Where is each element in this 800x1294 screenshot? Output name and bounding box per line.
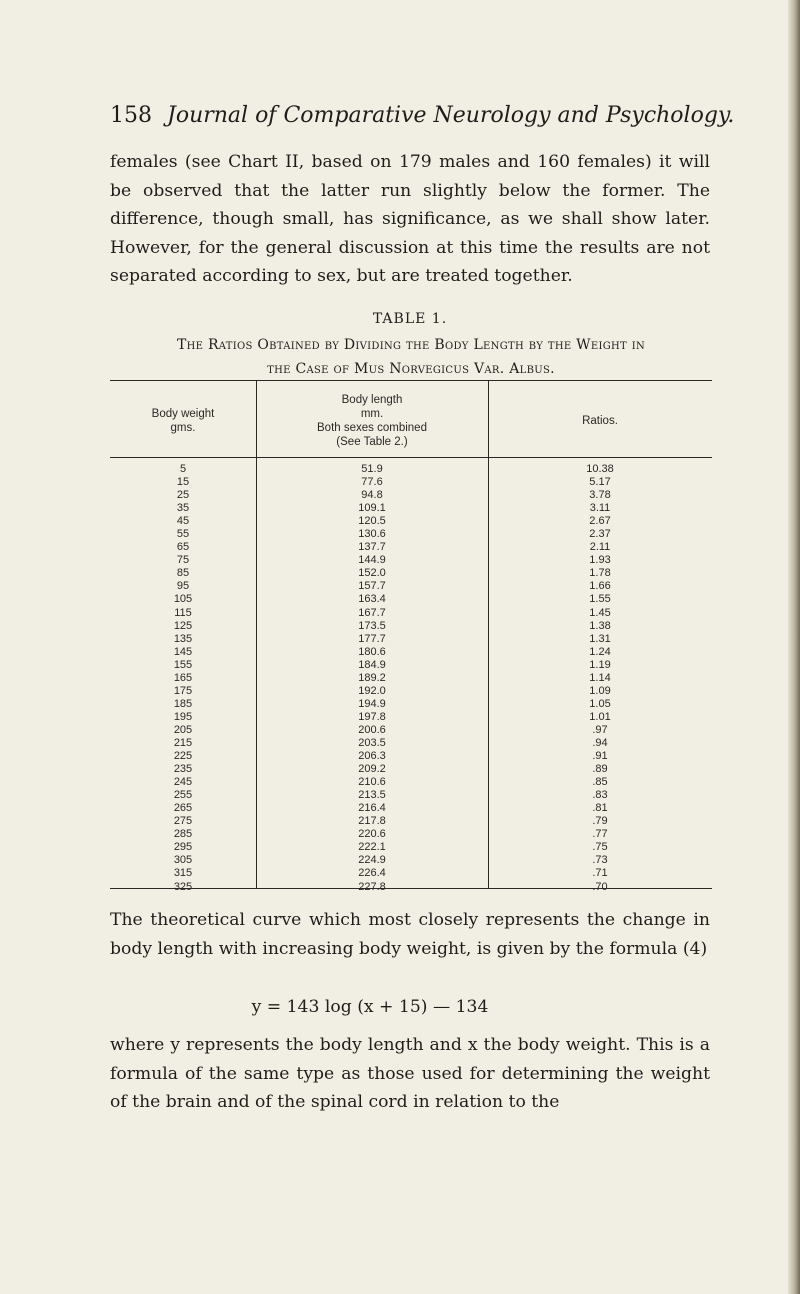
table-row xyxy=(110,489,712,502)
cell-ratio: .85 xyxy=(592,776,608,789)
table-row xyxy=(110,711,712,724)
table-row xyxy=(110,763,712,776)
cell-body-length: 152.0 xyxy=(358,567,386,580)
cell-body-length: 192.0 xyxy=(358,684,386,697)
cell-body-weight: 155 xyxy=(173,658,193,671)
cell-body-weight: 55 xyxy=(176,528,190,541)
cell-body-weight: 115 xyxy=(174,606,192,619)
table-row xyxy=(110,815,712,828)
cell-ratio: 1.31 xyxy=(589,632,611,645)
table-row xyxy=(110,554,712,567)
table-row xyxy=(110,724,712,737)
cell-ratio: 1.66 xyxy=(589,580,611,593)
table-row xyxy=(110,737,712,750)
table-row xyxy=(110,476,712,489)
table-row xyxy=(110,672,712,685)
page-edge-shadow xyxy=(788,0,800,1294)
cell-body-length: 130.6 xyxy=(358,528,386,541)
table-caption-line-2: the Case of Mus Norvegicus Var. Albus. xyxy=(267,361,555,377)
cell-body-weight: 165 xyxy=(173,671,193,684)
cell-body-weight: 175 xyxy=(173,684,193,697)
cell-body-weight: 245 xyxy=(173,776,193,789)
header-rule xyxy=(110,457,712,458)
cell-ratio: .79 xyxy=(592,815,608,828)
cell-body-weight: 205 xyxy=(173,723,193,736)
cell-body-weight: 75 xyxy=(176,554,190,567)
cell-body-length: 213.5 xyxy=(358,789,386,802)
cell-ratio: .94 xyxy=(592,736,608,749)
cell-ratio: 1.24 xyxy=(589,645,611,658)
cell-body-weight: 195 xyxy=(173,710,193,723)
closing-paragraph: where y represents the body length and x the body weight. This is a formula of the same type as those used for determining the weight of the brain and of the spinal cord in relation to the xyxy=(110,1035,710,1112)
cell-ratio: .83 xyxy=(592,789,608,802)
cell-body-weight: 255 xyxy=(173,789,193,802)
cell-body-weight: 185 xyxy=(173,697,193,710)
ratios-table xyxy=(110,380,712,893)
cell-ratio: .91 xyxy=(592,750,608,763)
cell-body-weight: 325 xyxy=(173,880,193,893)
cell-body-weight: 25 xyxy=(176,489,190,502)
cell-body-weight: 15 xyxy=(176,476,190,489)
cell-body-length: 197.8 xyxy=(358,710,386,723)
table-row xyxy=(110,633,712,646)
cell-body-length: 209.2 xyxy=(358,763,386,776)
cell-body-weight: 85 xyxy=(176,567,190,580)
cell-body-length: 180.6 xyxy=(358,645,386,658)
cell-body-length: 184.9 xyxy=(358,658,386,671)
cell-body-length: 226.4 xyxy=(358,867,386,880)
cell-ratio: 5.17 xyxy=(589,476,611,489)
formula-intro-paragraph: The theoretical curve which most closely represents the change in body length with increasing body weight, is given by the formula (4) xyxy=(110,910,710,959)
page-number: 158 xyxy=(110,103,152,128)
cell-ratio: 1.93 xyxy=(589,554,611,567)
journal-title: Journal of Comparative Neurology and Psychology. xyxy=(167,103,735,128)
table-row xyxy=(110,607,712,620)
cell-ratio: 2.11 xyxy=(589,541,611,554)
cell-body-length: 210.6 xyxy=(358,776,386,789)
cell-body-length: 109.1 xyxy=(358,502,386,515)
table-row xyxy=(110,463,712,476)
cell-ratio: .81 xyxy=(592,802,608,815)
table-row xyxy=(110,828,712,841)
cell-ratio: 2.37 xyxy=(589,528,611,541)
cell-body-length: 222.1 xyxy=(358,841,386,854)
cell-body-length: 120.5 xyxy=(358,515,386,528)
cell-ratio: .73 xyxy=(592,854,608,867)
cell-body-weight: 305 xyxy=(173,854,193,867)
table-caption-line-1: The Ratios Obtained by Dividing the Body Length by the Weight in xyxy=(176,337,646,353)
cell-body-length: 77.6 xyxy=(361,476,383,489)
cell-body-length: 189.2 xyxy=(358,671,386,684)
table-row xyxy=(110,515,712,528)
table-row xyxy=(110,698,712,711)
cell-ratio: 1.05 xyxy=(589,697,611,710)
cell-body-weight: 235 xyxy=(173,763,193,776)
table-row xyxy=(110,867,712,880)
cell-body-length: 220.6 xyxy=(358,828,386,841)
cell-body-weight: 265 xyxy=(173,802,193,815)
formula: y = 143 log (x + 15) — 134 xyxy=(251,997,489,1017)
cell-body-length: 224.9 xyxy=(358,854,386,867)
intro-paragraph: females (see Chart II, based on 179 males and 160 females) it will be observed that the latter run slightly below the former. The difference, though small, has significance, as we shall show later. However, for the general discussion at this time the results are not separated according to sex, but are treated together. xyxy=(110,152,710,286)
cell-body-weight: 145 xyxy=(173,645,193,658)
table-row xyxy=(110,593,712,606)
cell-ratio: 1.01 xyxy=(589,710,611,723)
cell-body-length: 200.6 xyxy=(358,723,386,736)
cell-body-weight: 225 xyxy=(173,750,193,763)
column-header-body-weight: Body weight gms. xyxy=(151,408,215,434)
cell-ratio: .75 xyxy=(592,841,608,854)
table-body xyxy=(110,463,712,894)
cell-ratio: 3.78 xyxy=(589,489,611,502)
table-row xyxy=(110,802,712,815)
table-row xyxy=(110,750,712,763)
cell-body-weight: 35 xyxy=(176,502,190,515)
cell-body-length: 217.8 xyxy=(358,815,386,828)
cell-body-length: 94.8 xyxy=(361,489,383,502)
cell-body-length: 157.7 xyxy=(358,580,386,593)
cell-body-weight: 295 xyxy=(173,841,193,854)
cell-body-length: 173.5 xyxy=(358,619,386,632)
cell-body-length: 206.3 xyxy=(358,750,386,763)
cell-ratio: .97 xyxy=(592,723,608,736)
table-row xyxy=(110,881,712,894)
cell-body-weight: 105 xyxy=(173,593,193,606)
table-caption xyxy=(110,333,712,381)
cell-body-weight: 65 xyxy=(176,541,190,554)
cell-ratio: 2.67 xyxy=(589,515,611,528)
cell-ratio: 1.19 xyxy=(589,658,611,671)
table-row xyxy=(110,659,712,672)
cell-ratio: 1.55 xyxy=(589,593,611,606)
cell-ratio: .77 xyxy=(592,828,608,841)
table-row xyxy=(110,541,712,554)
cell-ratio: 1.14 xyxy=(589,671,611,684)
cell-ratio: 1.45 xyxy=(589,606,611,619)
table-row xyxy=(110,502,712,515)
cell-ratio: 1.38 xyxy=(589,619,611,632)
cell-body-length: 137.7 xyxy=(358,541,386,554)
cell-ratio: .70 xyxy=(592,880,608,893)
cell-body-weight: 45 xyxy=(176,515,190,528)
cell-ratio: 1.78 xyxy=(589,567,611,580)
table-row xyxy=(110,646,712,659)
cell-ratio: .89 xyxy=(592,763,608,776)
column-header-ratios: Ratios. xyxy=(582,415,618,427)
cell-body-weight: 95 xyxy=(176,580,190,593)
table-row xyxy=(110,620,712,633)
table-row xyxy=(110,841,712,854)
table-row xyxy=(110,776,712,789)
cell-body-length: 163.4 xyxy=(358,593,386,606)
cell-body-length: 194.9 xyxy=(358,697,386,710)
table-label: TABLE 1. xyxy=(372,311,448,327)
cell-body-length: 144.9 xyxy=(358,554,386,567)
cell-ratio: .71 xyxy=(592,867,608,880)
cell-body-weight: 125 xyxy=(173,619,193,632)
cell-body-length: 203.5 xyxy=(358,736,386,749)
table-row xyxy=(110,580,712,593)
table-row xyxy=(110,789,712,802)
cell-body-weight: 135 xyxy=(173,632,193,645)
table-row xyxy=(110,528,712,541)
cell-body-weight: 315 xyxy=(173,867,193,880)
cell-ratio: 1.09 xyxy=(589,684,611,697)
cell-body-weight: 285 xyxy=(173,828,193,841)
table-row xyxy=(110,685,712,698)
cell-body-length: 51.9 xyxy=(361,463,383,475)
cell-ratio: 3.11 xyxy=(589,502,611,515)
cell-body-length: 216.4 xyxy=(358,802,386,815)
cell-body-length: 227.8 xyxy=(358,880,386,893)
cell-body-length: 167.7 xyxy=(358,606,386,619)
cell-body-weight: 5 xyxy=(179,463,187,475)
cell-body-weight: 275 xyxy=(173,815,193,828)
table-row xyxy=(110,854,712,867)
table-row xyxy=(110,567,712,580)
cell-body-weight: 215 xyxy=(173,736,193,749)
cell-body-length: 177.7 xyxy=(358,632,386,645)
cell-ratio: 10.38 xyxy=(586,463,614,475)
column-header-body-length: Body length mm. Both sexes combined (See Table 2.) xyxy=(317,394,427,448)
running-header xyxy=(110,96,735,136)
